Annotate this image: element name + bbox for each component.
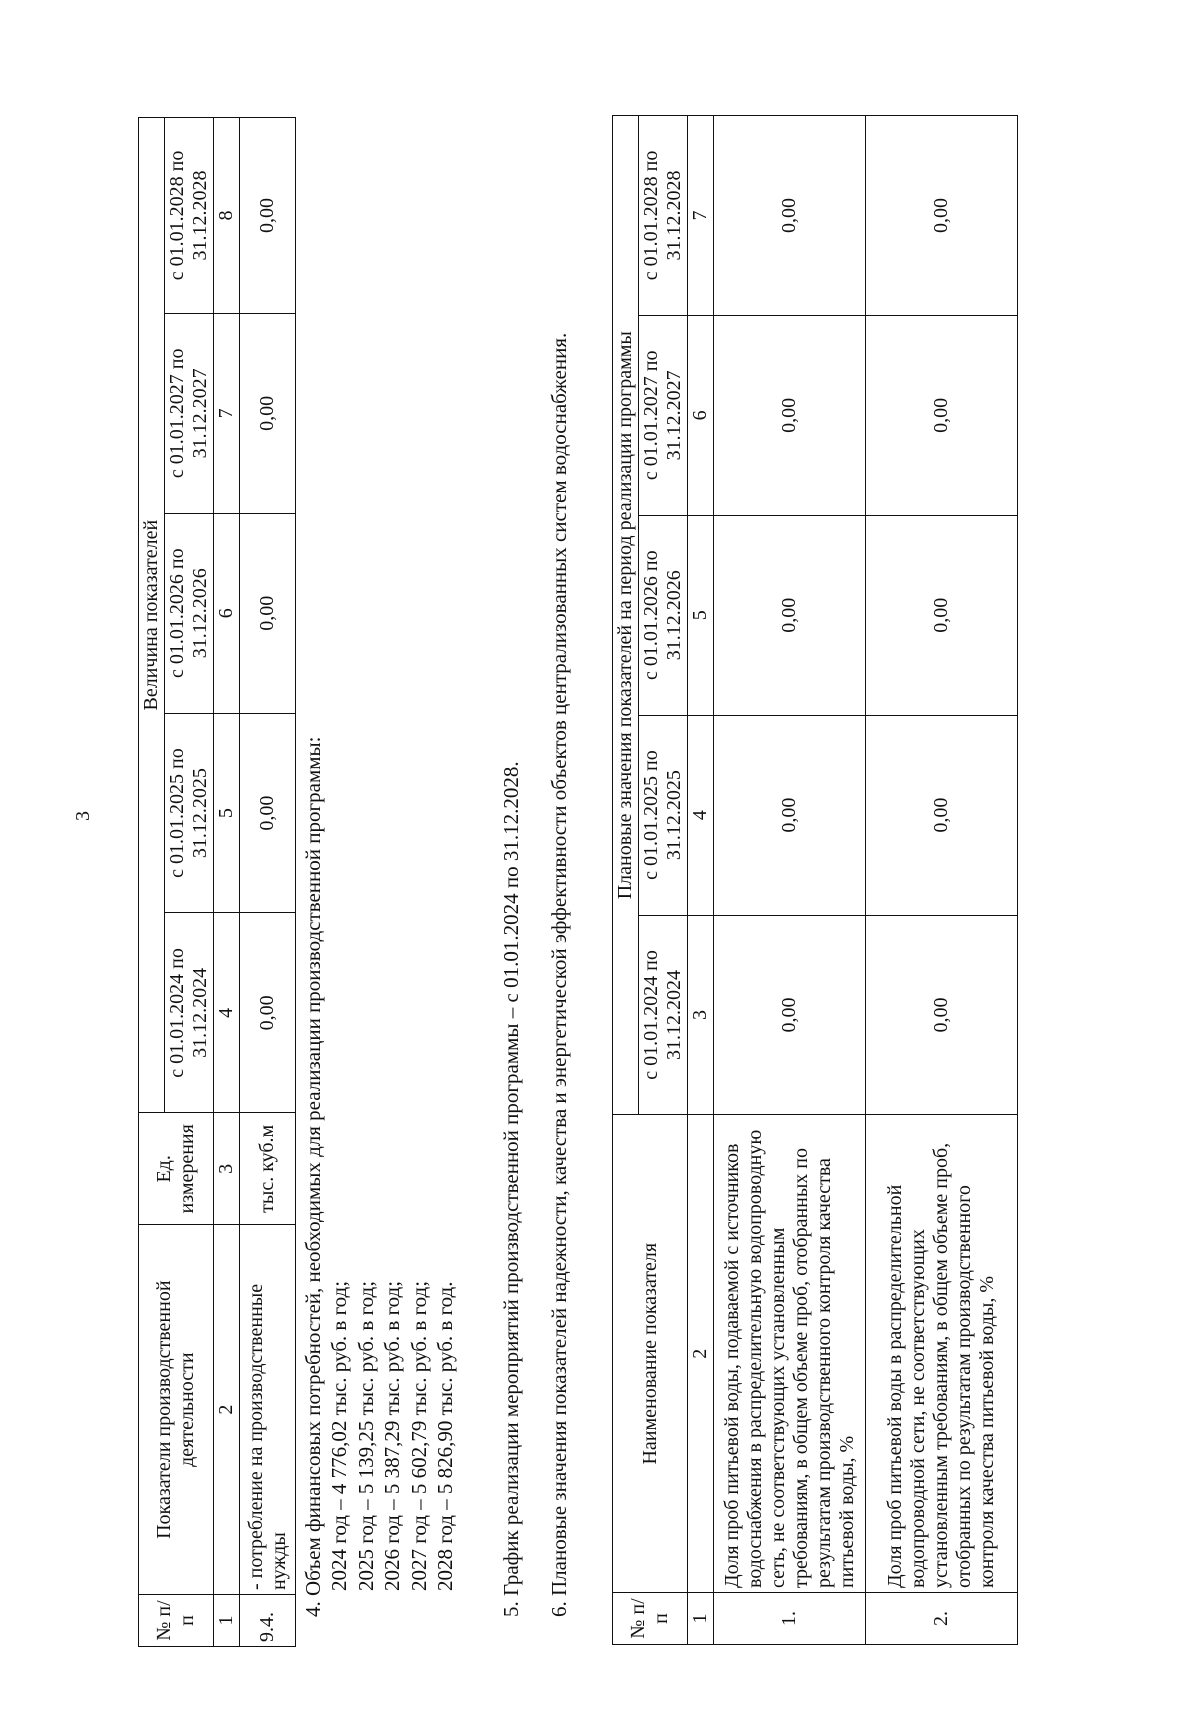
header-period: с 01.01.2024 по 31.12.2024 xyxy=(639,915,688,1115)
col-number: 4 xyxy=(688,715,714,915)
row-no: 9.4. xyxy=(240,1595,296,1647)
header-no: № п/п xyxy=(139,1595,214,1647)
col-number: 8 xyxy=(214,118,240,314)
table-row xyxy=(866,116,1018,1645)
financial-line: 2024 год – 4 776,02 тыс. руб. в год; xyxy=(327,1280,351,1591)
row-value: 0,00 xyxy=(240,313,296,513)
row-value: 0,00 xyxy=(240,118,296,314)
financial-line: 2026 год – 5 387,29 тыс. руб. в год; xyxy=(380,1280,404,1591)
row-value: 0,00 xyxy=(866,315,1018,515)
page-number: 3 xyxy=(72,811,94,821)
financial-line: 2028 год – 5 826,90 тыс. руб. в год. xyxy=(433,1281,457,1591)
col-number: 1 xyxy=(688,1593,714,1645)
planned-indicators-table xyxy=(612,115,1018,1645)
header-no: № п/п xyxy=(613,1593,688,1645)
financial-line: 2027 год – 5 602,79 тыс. руб. в год; xyxy=(406,1280,431,1591)
production-indicators-table xyxy=(138,117,296,1647)
header-period: с 01.01.2028 по 31.12.2028 xyxy=(639,116,688,316)
table-row xyxy=(714,116,866,1645)
row-name: Доля проб питьевой воды, подаваемой с источников водоснабжения в распределительную водопроводную сеть, не соответствующих установленным требованиям, в общем объеме проб, отобранных по результатам производственного контроля качества питьевой воды, % xyxy=(714,1115,866,1593)
col-number: 3 xyxy=(214,1113,240,1225)
col-number: 4 xyxy=(214,913,240,1113)
col-number: 7 xyxy=(214,313,240,513)
col-number: 6 xyxy=(214,513,240,713)
col-number: 6 xyxy=(688,315,714,515)
header-unit: Ед. измерения xyxy=(139,1113,214,1225)
header-period: с 01.01.2025 по 31.12.2025 xyxy=(639,715,688,915)
header-period: с 01.01.2028 по 31.12.2028 xyxy=(165,118,214,314)
section-5-text: 5. График реализации мероприятий производственной программы – с 01.01.2024 по 31.12.2028. xyxy=(499,761,523,1617)
row-value: 0,00 xyxy=(240,513,296,713)
row-indicator: - потребление на производственные нужды xyxy=(240,1225,296,1595)
header-values-group: Плановые значения показателей на период реализации программы xyxy=(613,116,639,1115)
row-no: 1. xyxy=(714,1593,866,1645)
col-number: 5 xyxy=(688,515,714,715)
col-number: 1 xyxy=(214,1595,240,1647)
section-6-text: 6. Плановые значения показателей надежности, качества и энергетической эффективности объектов централизованных систем водоснабжения. xyxy=(547,332,571,1617)
header-period: с 01.01.2026 по 31.12.2026 xyxy=(639,515,688,715)
row-value: 0,00 xyxy=(866,715,1018,915)
header-period: с 01.01.2027 по 31.12.2027 xyxy=(639,315,688,515)
header-indicator: Показатели производственной деятельности xyxy=(139,1225,214,1595)
header-period: с 01.01.2026 по 31.12.2026 xyxy=(165,513,214,713)
row-value: 0,00 xyxy=(240,913,296,1113)
header-values-group: Величина показателей xyxy=(139,118,165,1113)
row-value: 0,00 xyxy=(714,915,866,1115)
col-number: 7 xyxy=(688,116,714,316)
row-value: 0,00 xyxy=(240,713,296,913)
row-value: 0,00 xyxy=(714,715,866,915)
row-value: 0,00 xyxy=(714,116,866,316)
table-row xyxy=(240,118,296,1647)
header-period: с 01.01.2027 по 31.12.2027 xyxy=(165,313,214,513)
col-number: 5 xyxy=(214,713,240,913)
row-name: Доля проб питьевой воды в распределительной водопроводной сети, не соответствующих установленным требованиям, в общем объеме проб, отобранных по результатам производственного контроля качества питьевой воды, % xyxy=(866,1115,1018,1593)
header-period: с 01.01.2024 по 31.12.2024 xyxy=(165,913,214,1113)
row-value: 0,00 xyxy=(866,515,1018,715)
col-number: 2 xyxy=(214,1225,240,1595)
row-value: 0,00 xyxy=(866,915,1018,1115)
row-value: 0,00 xyxy=(714,315,866,515)
row-value: 0,00 xyxy=(714,515,866,715)
row-value: 0,00 xyxy=(866,116,1018,316)
col-number: 3 xyxy=(688,915,714,1115)
row-unit: тыс. куб.м xyxy=(240,1113,296,1225)
header-name: Наименование показателя xyxy=(613,1115,688,1593)
section-4-heading: 4. Объем финансовых потребностей, необходимых для реализации производственной программы: xyxy=(301,736,325,1617)
col-number: 2 xyxy=(688,1115,714,1593)
header-period: с 01.01.2025 по 31.12.2025 xyxy=(165,713,214,913)
financial-line: 2025 год – 5 139,25 тыс. руб. в год; xyxy=(353,1280,378,1591)
financial-needs-list xyxy=(326,1281,459,1591)
row-no: 2. xyxy=(866,1593,1018,1645)
